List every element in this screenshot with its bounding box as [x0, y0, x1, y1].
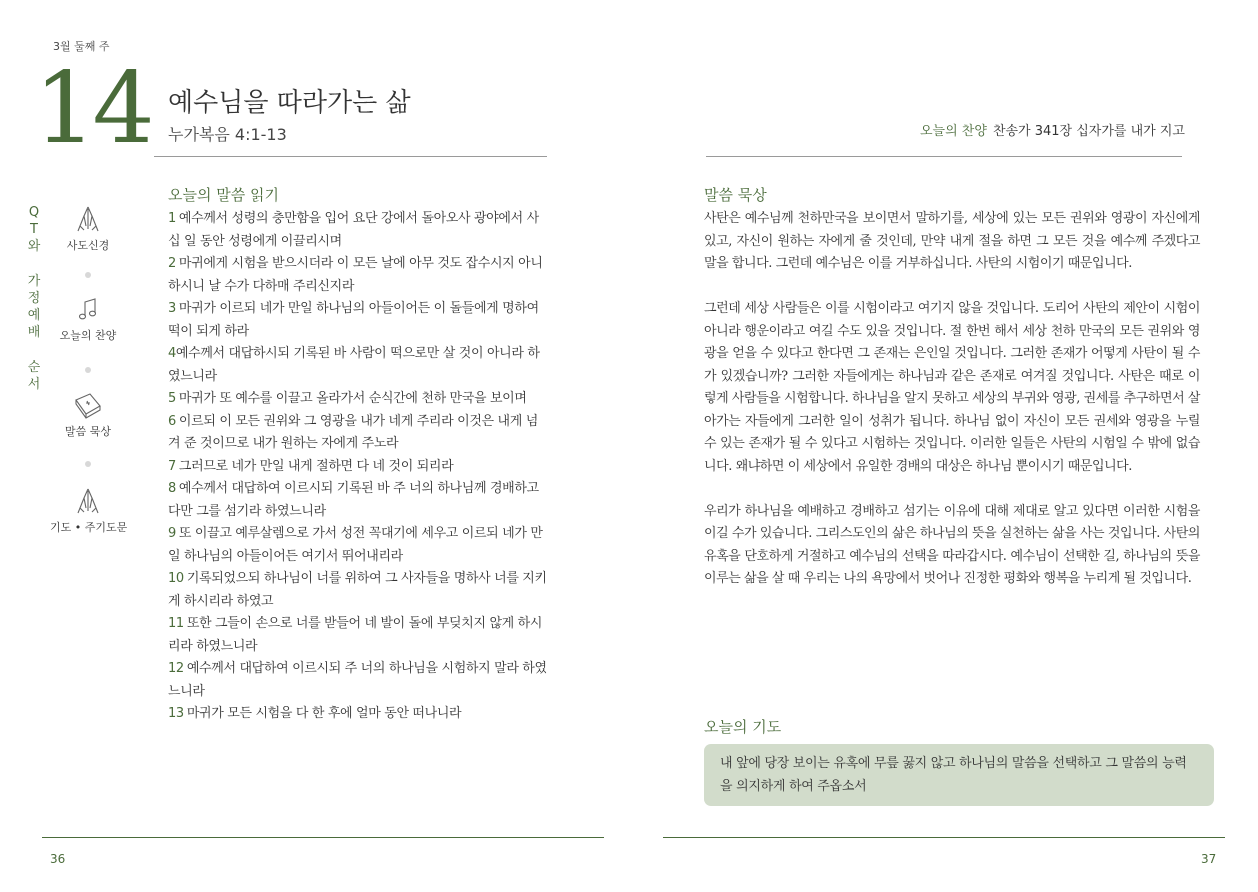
verse	[168, 478, 548, 523]
prayer-heading: 오늘의 기도	[704, 718, 782, 736]
prayer-text: 내 앞에 당장 보이는 유혹에 무릎 꿇지 않고 하나님의 말씀을 선택하고 그 말씀의 능력을 의지하게 하여 주옵소서	[720, 756, 1187, 794]
verse-number: 8	[168, 481, 176, 496]
step-label: 사도신경	[66, 239, 110, 252]
verse	[168, 411, 548, 456]
vertical-char	[27, 256, 41, 273]
verse-text: 기록되었으되 하나님이 너를 위하여 그 사자들을 명하사 너를 지키게 하시리라 하였고	[168, 571, 547, 609]
verse	[168, 523, 548, 568]
step-dot	[85, 272, 91, 278]
footer-divider-right	[663, 837, 1225, 838]
meditation-paragraph: 그런데 세상 사람들은 이를 시험이라고 여기지 않을 것입니다. 도리어 사탄의 제안이 시험이 아니라 행운이라고 여길 수도 있을 것입니다. 절 한번 해서 세상 천하 만국의 모든 권위와 영광을 얻을 수 있다고 한다면 그 존재는 은인일 것입니다. 그러한 존재가 어떻게 사탄이 될 수가 있겠습니까? 그러한 자들에게는 하나님과 같은 존재로 여겨질 것입니다. 사탄은 때로 이렇게 사람들을 시험합니다. 하나님을 알지 못하고 세상의 부귀와 영광, 권세를 추구하면서 살아가는 자들에게 그러한 일이 성취가 됩니다. 하나님 없이 자신이 모든 권세와 영광을 누릴 수 있는 존재가 될 수 있다고 시험하는 것입니다. 이러한 일들은 사탄의 시험일 수 밖에 없습니다. 왜냐하면 이 세상에서 유일한 경배의 대상은 하나님 뿐이시기 때문입니다.	[704, 301, 1200, 474]
verse-number: 4	[168, 346, 176, 361]
step-label: 말씀 묵상	[64, 425, 111, 438]
verse-number: 6	[168, 413, 176, 429]
vertical-char: 서	[27, 376, 41, 392]
footer-divider-left	[42, 837, 604, 838]
meditation-section	[704, 184, 1200, 205]
verse-text: 마귀에게 시험을 받으시더라 이 모든 날에 아무 것도 잡수시지 아니하시니 날 수가 다하매 주리신지라	[168, 256, 543, 294]
vertical-char: 와	[27, 239, 41, 255]
verse-text: 그러므로 네가 만일 내게 절하면 다 네 것이 되리라	[178, 458, 454, 474]
week-label: 3월 둘째 주	[53, 40, 110, 53]
page-number-right: 37	[1201, 852, 1217, 866]
verse	[168, 343, 548, 388]
verse-number: 2	[168, 256, 176, 271]
verse-text: 또한 그들이 손으로 너를 받들어 네 발이 돌에 부딪치지 않게 하시리라 하였느니라	[168, 616, 543, 654]
vertical-char: Q	[28, 205, 40, 220]
verse	[168, 298, 548, 343]
verse	[168, 568, 548, 613]
verse	[168, 456, 548, 479]
verse-number: 3	[168, 301, 176, 316]
step-prayer	[50, 486, 126, 535]
verse-number: 9	[168, 526, 176, 541]
worship-order-vertical-label	[27, 204, 41, 393]
hymn-title: 찬송가 341장 십자가를 내가 지고	[992, 124, 1185, 139]
verse-text: 마귀가 모든 시험을 다 한 후에 얼마 동안 떠나니라	[186, 706, 462, 721]
hymn-label: 오늘의 찬양	[920, 124, 987, 139]
verse	[168, 208, 548, 253]
day-number: 14	[34, 52, 151, 166]
meditation-body	[704, 208, 1200, 613]
praying-hands-icon	[73, 204, 103, 234]
step-apostles-creed	[50, 204, 126, 253]
verse-text: 마귀가 이르되 네가 만일 하나님의 아들이어든 이 돌들에게 명하여 떡이 되게 하라	[168, 301, 539, 339]
vertical-char: 배	[27, 325, 41, 341]
verse-number: 7	[168, 458, 176, 474]
verse	[168, 388, 548, 411]
verse-number: 10	[168, 571, 184, 586]
verse	[168, 253, 548, 298]
music-note-icon	[74, 296, 102, 324]
verse	[168, 703, 548, 726]
header-divider-right	[706, 156, 1182, 157]
step-dot	[85, 367, 91, 373]
verse-list	[168, 208, 548, 726]
verse-text: 마귀가 또 예수를 이끌고 올라가서 순식간에 천하 만국을 보이며	[178, 391, 527, 406]
verse-text: 예수께서 대답하여 이르시되 주 너의 하나님을 시험하지 말라 하였느니라	[168, 661, 547, 699]
meditation-heading: 말씀 묵상	[704, 186, 767, 204]
vertical-char: T	[30, 222, 38, 238]
vertical-char: 순	[27, 359, 41, 375]
reading-section	[168, 184, 548, 205]
reading-heading: 오늘의 말씀 읽기	[168, 186, 279, 204]
meditation-paragraph: 사탄은 예수님께 천하만국을 보이면서 말하기를, 세상에 있는 모든 권위와 영광이 자신에게 있고, 자신이 원하는 자에게 줄 것인데, 만약 내게 절을 하면 그 모든 것을 예수께 주겠다고 말을 합니다. 그런데 예수님은 이를 거부하십니다. 사탄의 시험이기 때문입니다.	[704, 211, 1200, 271]
verse-number: 1	[168, 211, 176, 226]
vertical-char: 예	[27, 308, 41, 324]
verse-text: 예수께서 대답하시되 기록된 바 사람이 떡으로만 살 것이 아니라 하였느니라	[168, 346, 540, 384]
vertical-char	[27, 342, 41, 359]
todays-hymn	[920, 120, 1185, 139]
meditation-paragraph: 우리가 하나님을 예배하고 경배하고 섬기는 이유에 대해 제대로 알고 있다면 이러한 시험을 이길 수가 있습니다. 그리스도인의 삶은 하나님의 뜻을 실천하는 삶을 사는 것입니다. 사탄의 유혹을 단호하게 거절하고 예수님의 선택을 따라갑시다. 예수님이 선택한 길, 하나님의 뜻을 이루는 삶을 살 때 우리는 나의 욕망에서 벗어나 진정한 평화와 행복을 누리게 될 것입니다.	[704, 503, 1200, 586]
step-label: 기도 • 주기도문	[50, 521, 128, 534]
header-divider-left	[154, 156, 547, 157]
page-number-left: 36	[50, 852, 66, 866]
verse	[168, 613, 548, 658]
verse-number: 13	[168, 706, 184, 721]
verse-text: 예수께서 성령의 충만함을 입어 요단 강에서 돌아오사 광야에서 사십 일 동안 성령에게 이끌리시며	[168, 211, 539, 249]
praying-hands-icon	[73, 486, 103, 516]
page-title: 예수님을 따라가는 삶	[168, 88, 411, 118]
step-dot	[85, 461, 91, 467]
verse-number: 12	[168, 661, 184, 676]
verse-text: 예수께서 대답하여 이르시되 기록된 바 주 너의 하나님께 경배하고 다만 그를 섬기라 하였느니라	[168, 481, 539, 519]
step-label: 오늘의 찬양	[59, 329, 117, 342]
step-todays-hymn	[50, 296, 126, 343]
verse-number: 5	[168, 391, 176, 406]
bible-icon	[72, 390, 104, 420]
step-meditation	[50, 390, 126, 439]
verse-text: 이르되 이 모든 권위와 그 영광을 내가 네게 주리라 이것은 내게 넘겨 준 것이므로 내가 원하는 자에게 주노라	[168, 413, 538, 451]
verse-text: 또 이끌고 예루살렘으로 가서 성전 꼭대기에 세우고 이르되 네가 만일 하나님의 아들이어든 여기서 뛰어내리라	[168, 526, 543, 564]
verse	[168, 658, 548, 703]
prayer-box	[704, 744, 1214, 806]
vertical-char: 정	[27, 290, 41, 306]
verse-number: 11	[168, 616, 184, 631]
scripture-reference: 누가복음 4:1-13	[168, 125, 287, 144]
vertical-char: 가	[27, 273, 41, 289]
